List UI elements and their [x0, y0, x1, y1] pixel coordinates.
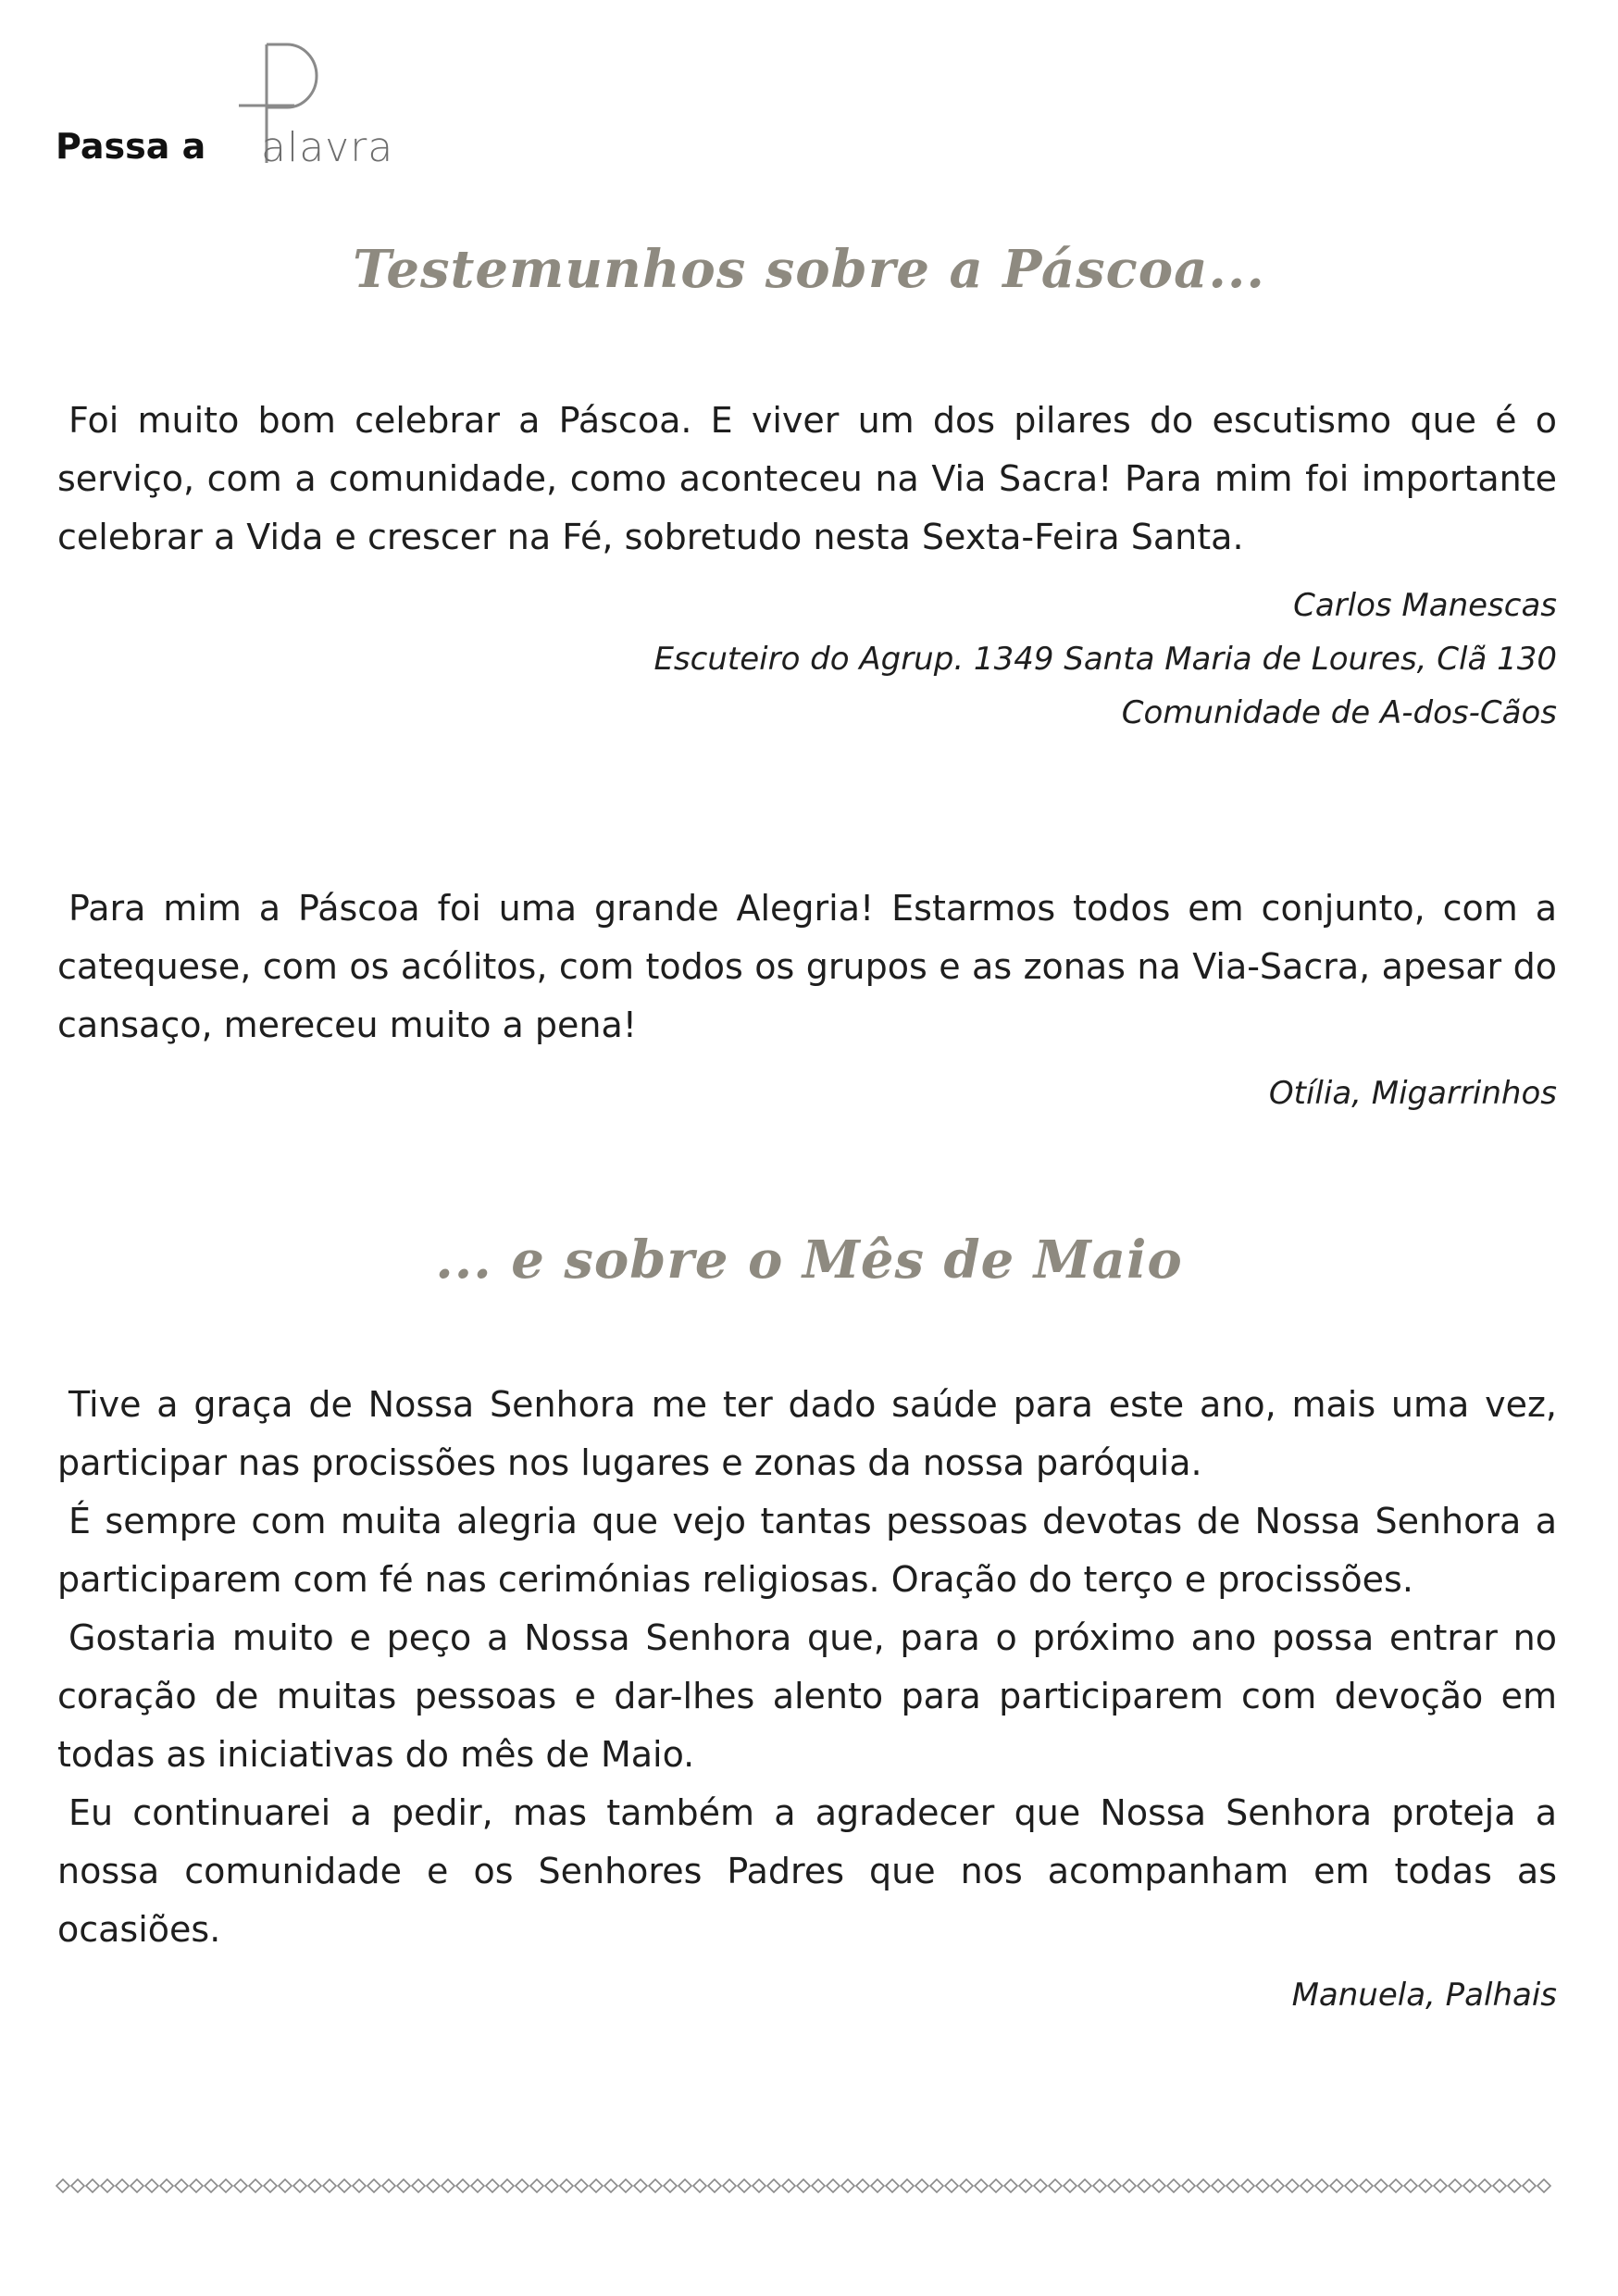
diamond-icon [279, 2179, 292, 2192]
diamond-icon [560, 2179, 573, 2192]
diamond-icon [1093, 2179, 1106, 2192]
diamond-icon [293, 2179, 306, 2192]
diamond-icon [1478, 2179, 1491, 2192]
paragraph-text: Eu continuarei a pedir, mas também a agradecer que Nossa Senhora proteja a nossa comunidade e os Senhores Padres que nos acompanham em todas as ocasiões. [57, 1792, 1557, 1950]
diamond-icon [856, 2179, 869, 2192]
diamond-icon [160, 2179, 173, 2192]
diamond-icon [1419, 2179, 1432, 2192]
diamond-icon [1197, 2179, 1210, 2192]
signature-line: Manuela, Palhais [1291, 1977, 1557, 2014]
diamond-icon [442, 2179, 454, 2192]
diamond-icon [1375, 2179, 1388, 2192]
diamond-icon [219, 2179, 232, 2192]
testimony-signature [1292, 1968, 1557, 2022]
diamond-icon [1315, 2179, 1328, 2192]
diamond-icon [753, 2179, 765, 2192]
diamond-icon [1034, 2179, 1047, 2192]
diamond-icon [915, 2179, 928, 2192]
diamond-icon [412, 2179, 425, 2192]
diamond-icon [1449, 2179, 1462, 2192]
diamond-icon [930, 2179, 943, 2192]
paragraph-text: Tive a graça de Nossa Senhora me ter dado saúde para este ano, mais uma vez, participar nas procissões nos lugares e zonas da nossa paróquia. [57, 1384, 1557, 1483]
diamond-icon [619, 2179, 632, 2192]
diamond-icon [575, 2179, 588, 2192]
diamond-icon [723, 2179, 736, 2192]
diamond-icon [708, 2179, 721, 2192]
diamond-icon [649, 2179, 662, 2192]
diamond-icon [131, 2179, 143, 2192]
diamond-icon [989, 2179, 1002, 2192]
diamond-icon [1286, 2179, 1299, 2192]
diamond-icon [427, 2179, 440, 2192]
diamond-icon [1019, 2179, 1032, 2192]
diamond-icon [1301, 2179, 1313, 2192]
diamond-icon [1108, 2179, 1121, 2192]
diamond-icon [264, 2179, 277, 2192]
diamond-icon [56, 2179, 69, 2192]
diamond-icon [1212, 2179, 1225, 2192]
diamond-icon [86, 2179, 99, 2192]
diamond-icon [1330, 2179, 1343, 2192]
diamond-icon [101, 2179, 114, 2192]
paragraph-text: É sempre com muita alegria que vejo tantas pessoas devotas de Nossa Senhora a participarem com fé nas cerimónias religiosas. Oração do terço e procissões. [57, 1501, 1557, 1600]
diamond-icon [886, 2179, 899, 2192]
testimony-paragraph [57, 880, 1557, 1054]
diamond-icon [501, 2179, 514, 2192]
diamond-icon [604, 2179, 617, 2192]
diamond-icon [205, 2179, 218, 2192]
diamond-icon [1138, 2179, 1151, 2192]
diamond-icon [308, 2179, 321, 2192]
diamond-icon [1256, 2179, 1269, 2192]
diamond-icon [841, 2179, 854, 2192]
diamond-icon [1389, 2179, 1402, 2192]
diamond-icon [797, 2179, 810, 2192]
diamond-icon [812, 2179, 825, 2192]
diamond-icon [116, 2179, 129, 2192]
diamond-icon [145, 2179, 158, 2192]
section-title-pascoa: Testemunhos sobre a Páscoa... [353, 239, 1265, 300]
diamond-icon [338, 2179, 351, 2192]
diamond-icon [1463, 2179, 1476, 2192]
diamond-icon [1345, 2179, 1358, 2192]
diamond-icon [1078, 2179, 1091, 2192]
diamond-icon [397, 2179, 410, 2192]
diamond-icon [1049, 2179, 1062, 2192]
paragraph-text: Para mim a Páscoa foi uma grande Alegria! Estarmos todos em conjunto, com a catequese, com os acólitos, com todos os grupos e as zonas na Via-Sacra, apesar do cansaço, mereceu muito a pena! [57, 888, 1557, 1045]
diamond-icon [1123, 2179, 1136, 2192]
diamond-icon [190, 2179, 203, 2192]
diamond-icon [1182, 2179, 1195, 2192]
diamond-icon [1167, 2179, 1180, 2192]
diamond-border-divider [56, 2172, 1555, 2200]
diamond-icon [175, 2179, 188, 2192]
logo [56, 41, 407, 180]
paragraph-text: Gostaria muito e peço a Nossa Senhora que, para o próximo ano possa entrar no coração de muitas pessoas e dar-lhes alento para participarem com devoção em todas as iniciativas do mês de Maio. [57, 1617, 1557, 1775]
diamond-icon [1241, 2179, 1254, 2192]
signature-line: Carlos Manescas [1293, 587, 1557, 624]
testimony-signature [1269, 1067, 1557, 1120]
diamond-icon [767, 2179, 780, 2192]
diamond-icon [945, 2179, 958, 2192]
diamond-icon [545, 2179, 558, 2192]
diamond-icon [678, 2179, 691, 2192]
diamond-icon [1404, 2179, 1417, 2192]
diamond-icon [516, 2179, 529, 2192]
diamond-icon [975, 2179, 988, 2192]
testimony-paragraph [57, 392, 1557, 567]
diamond-icon [1271, 2179, 1284, 2192]
diamond-icon [71, 2179, 84, 2192]
diamond-icon [693, 2179, 706, 2192]
signature-line: Escuteiro do Agrup. 1349 Santa Maria de Loures, Clã 130 [653, 641, 1557, 678]
diamond-icon [367, 2179, 380, 2192]
diamond-icon [353, 2179, 366, 2192]
diamond-icon [486, 2179, 499, 2192]
diamond-icon [382, 2179, 395, 2192]
diamond-icon [901, 2179, 914, 2192]
diamond-icon [530, 2179, 543, 2192]
diamond-icon [664, 2179, 677, 2192]
signature-line: Comunidade de A-dos-Cãos [1121, 694, 1557, 731]
signature-line: Otília, Migarrinhos [1268, 1075, 1557, 1112]
logo-rest-text: alavra [261, 124, 394, 171]
diamond-icon [1508, 2179, 1521, 2192]
diamond-icon [471, 2179, 484, 2192]
diamond-icon [1537, 2179, 1550, 2192]
diamond-icon [1004, 2179, 1017, 2192]
diamond-icon [234, 2179, 247, 2192]
diamond-icon [323, 2179, 336, 2192]
diamond-icon [827, 2179, 840, 2192]
diamond-icon [782, 2179, 795, 2192]
diamond-icon [1523, 2179, 1536, 2192]
diamond-icon [738, 2179, 751, 2192]
diamond-icon [1360, 2179, 1373, 2192]
diamond-icon [590, 2179, 603, 2192]
section-title-maio: ... e sobre o Mês de Maio [435, 1229, 1183, 1291]
logo-bold-text: Passa a [56, 126, 206, 167]
diamond-icon [634, 2179, 647, 2192]
diamond-icon [1434, 2179, 1447, 2192]
paragraph-text: Foi muito bom celebrar a Páscoa. E viver um dos pilares do escutismo que é o serviço, com a comunidade, como aconteceu na Via Sacra! Para mim foi importante celebrar a Vida e crescer na Fé, sobretudo nesta Sexta-Feira Santa. [57, 400, 1557, 557]
diamond-icon [1226, 2179, 1239, 2192]
diamond-icon [249, 2179, 262, 2192]
diamond-icon [871, 2179, 884, 2192]
testimony-signature [653, 579, 1557, 740]
diamond-icon [456, 2179, 469, 2192]
diamond-icon [1064, 2179, 1077, 2192]
diamond-icon [1152, 2179, 1165, 2192]
testimony-paragraph [57, 1376, 1557, 1959]
diamond-icon [960, 2179, 973, 2192]
diamond-icon [1493, 2179, 1506, 2192]
